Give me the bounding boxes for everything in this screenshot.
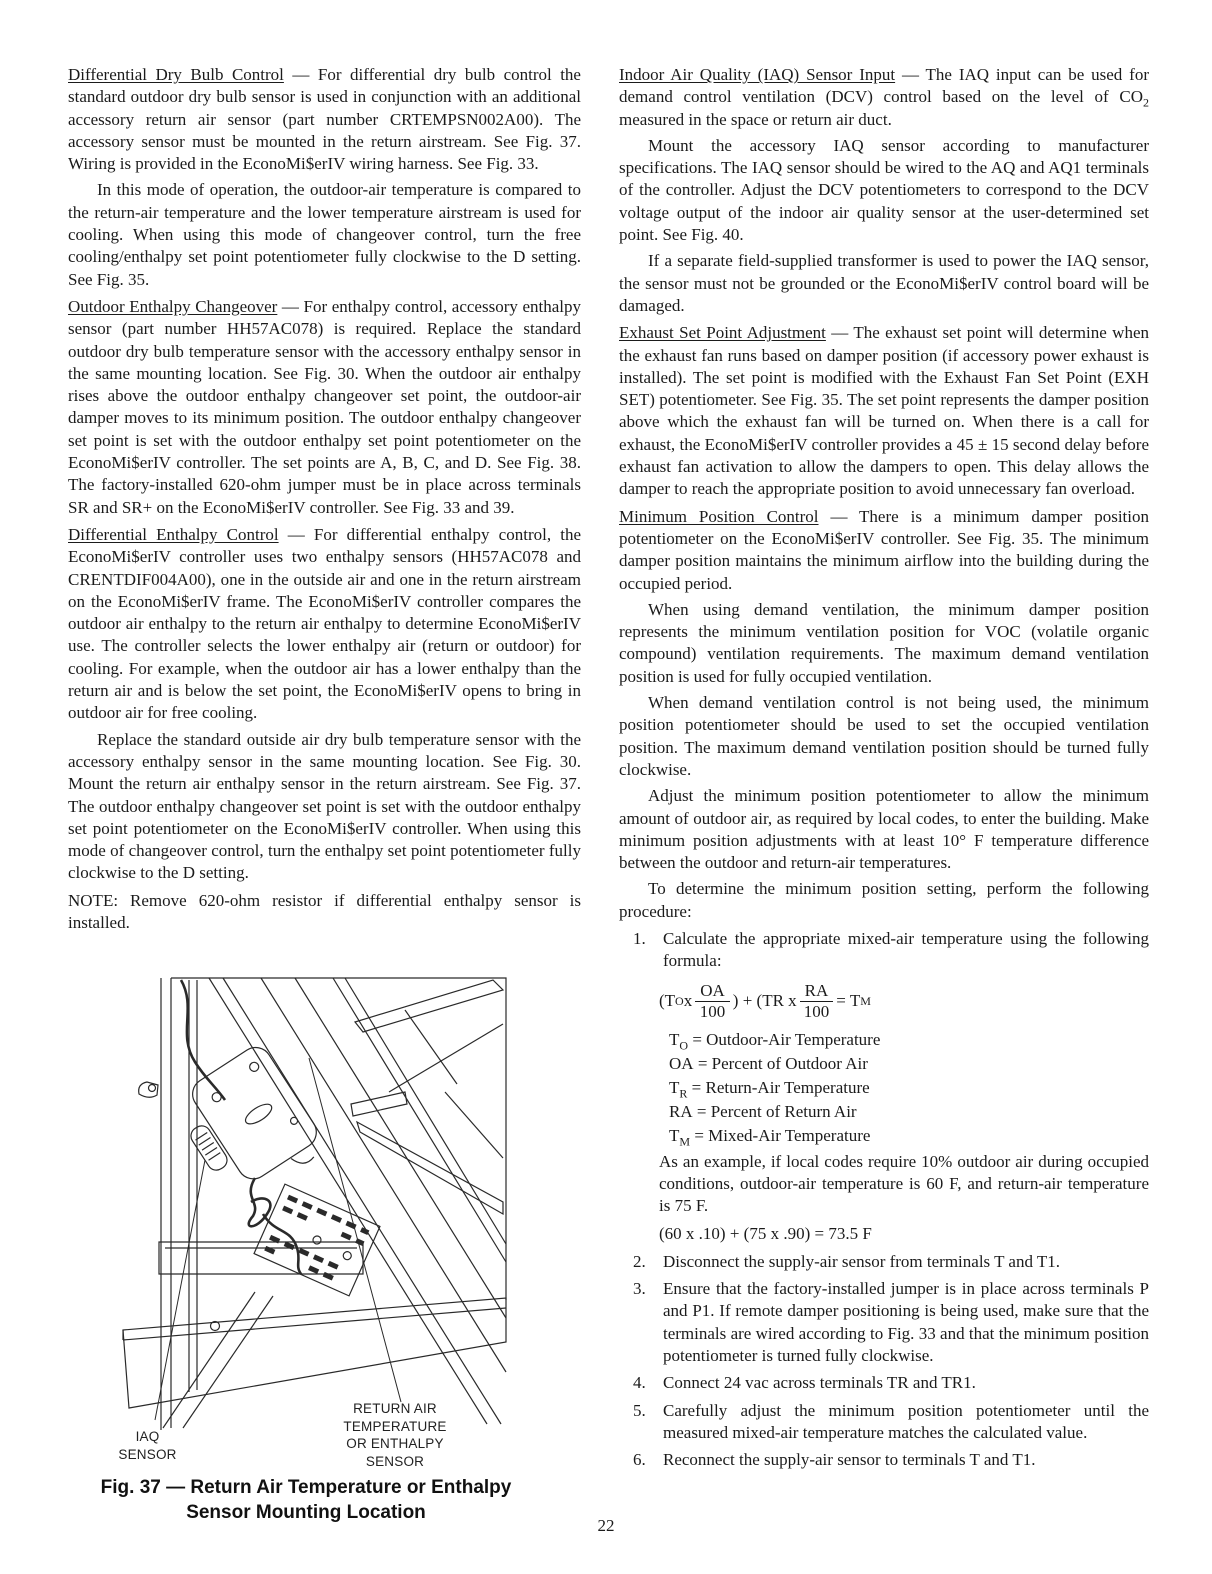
sensor-cable [181, 980, 301, 1274]
paragraph-mount-iaq-sensor: Mount the accessory IAQ sensor according to manufacturer specifications. The IAQ sensor should be wired to the AQ and AQ1 terminals of the controller. Adjust the DCV potentiometers to correspond to the DCV voltage output of the indoor air quality sensor at the user-determined set point. See Fig. 40. [619, 135, 1149, 245]
section-iaq-sensor-input [619, 64, 1149, 131]
section-exhaust-set-point [619, 322, 1149, 500]
page-number: 22 [597, 1516, 615, 1535]
note-620-ohm: NOTE: Remove 620-ohm resistor if differential enthalpy sensor is installed. [68, 890, 581, 932]
label-line: TEMPERATURE [343, 1418, 447, 1434]
step-text: Carefully adjust the minimum position potentiometer until the measured mixed-air temperature matches the calculated value. [663, 1400, 1149, 1442]
step-4 [633, 1372, 1149, 1394]
section-body: — The exhaust set point will determine when the exhaust fan runs based on damper position (if accessory power exhaust is installed). The set point is modified with the Exhaust Fan Set Point (EXH SET) potentiometer. See Fig. 35. The set point represents the damper position above which the exhaust fan will be turned on. When there is a call for exhaust, the EconoMi$erIV controller provides a 45 ± 15 second delay before exhaust fan activation to allow the dampers to open. This delay allows the damper to reach the appropriate position to avoid unnecessary fan overload. [619, 323, 1149, 499]
left-column [68, 64, 581, 938]
section-heading: Exhaust Set Point Adjustment [619, 323, 826, 343]
section-body: — The IAQ input can be used for demand control ventilation (DCV) control based on the level of CO [619, 65, 1149, 107]
section-heading: Differential Dry Bulb Control [68, 65, 284, 84]
section-heading: Outdoor Enthalpy Changeover [68, 296, 278, 316]
section-outdoor-enthalpy-changeover [68, 296, 581, 519]
paragraph-replace-sensor: Replace the standard outside air dry bulb temperature sensor with the accessory enthalpy sensor in the same mounting location. See Fig. 30. Mount the return air enthalpy sensor in the return airstream. See Fig. 37. The outdoor enthalpy changeover set point is set with the outdoor enthalpy set point potentiometer on the EconoMi$erIV controller. When using this mode of changeover control, turn the enthalpy set point potentiometer fully clockwise to the D setting. [68, 729, 581, 883]
paragraph-demand-ventilation: When using demand ventilation, the minimum damper position represents the minimum ventilation position for VOC (volatile organic compound) ventilation requirements. The maximum demand ventilation position is used for fully occupied ventilation. [619, 599, 1149, 686]
step-number: 6. [633, 1450, 646, 1470]
definition-ra: RA = Percent of Return Air [669, 1102, 857, 1122]
section-differential-enthalpy-control [68, 524, 581, 725]
paragraph-no-demand-ventilation: When demand ventilation control is not being used, the minimum position potentiometer should be used to set the occupied ventilation position. The maximum demand ventilation position should be turned fully clockwise. [619, 693, 1149, 779]
co2-subscript: 2 [1143, 95, 1149, 110]
step-2 [633, 1251, 1149, 1273]
return-air-sensor-label [315, 1400, 475, 1470]
step-3 [633, 1278, 1149, 1367]
label-line: RETURN AIR [353, 1401, 437, 1416]
definition-to: $T_O$ = Outdoor-Air Temperature [669, 1029, 881, 1052]
fraction-ra-100 [800, 981, 834, 1022]
section-heading: Differential Enthalpy Control [68, 524, 279, 544]
unit-base [123, 1298, 506, 1408]
right-column [619, 64, 1149, 1471]
step-text: Reconnect the supply-air sensor to terminals T and T1. [663, 1450, 1036, 1470]
return-air-sensor-diagram [100, 962, 580, 1462]
return-air-sensor [187, 1041, 330, 1196]
fraction-numerator: OA [695, 981, 730, 1002]
definition-tm: $T_M$ = Mixed-Air Temperature [669, 1126, 871, 1149]
definition-oa: OA = Percent of Outdoor Air [669, 1053, 868, 1073]
formula-part: ) + (TR x [732, 990, 797, 1010]
return-sensor-leader-line [309, 1058, 401, 1402]
step-text: Connect 24 vac across terminals TR and TR1. [663, 1373, 976, 1393]
formula-part: x [683, 990, 693, 1010]
section-body: — For differential dry bulb control the standard outdoor dry bulb sensor is used in conjunction with an additional accessory return air sensor (part number CRTEMPSN002A00). The accessory sensor must be mounted in the return airstream. See Fig. 37. Wiring is provided in the EconoMi$erIV wiring harness. See Fig. 33. [68, 65, 581, 174]
step-text: Disconnect the supply-air sensor from terminals T and T1. [663, 1251, 1061, 1271]
caption-line: Fig. 37 — Return Air Temperature or Enthalpy [100, 1477, 512, 1498]
section-heading: Minimum Position Control [619, 506, 819, 526]
iaq-sensor-label [100, 1428, 195, 1463]
terminal-board [254, 1184, 380, 1296]
step-number: 4. [633, 1373, 646, 1393]
section-body: measured in the space or return air duct. [619, 109, 892, 129]
paragraph-dry-bulb-operation: In this mode of operation, the outdoor-air temperature is compared to the return-air temperature and the lower temperature airstream is used for cooling. When using this mode of changeover control, turn the free cooling/enthalpy set point potentiometer fully clockwise to the D setting. See Fig. 35. [68, 180, 581, 289]
fraction-denominator: 100 [803, 1001, 830, 1021]
step-text: Calculate the appropriate mixed-air temperature using the following formula: [663, 928, 1149, 971]
caption-line: Sensor Mounting Location [186, 1502, 426, 1523]
label-line: SENSOR [118, 1446, 177, 1462]
fraction-oa-100 [695, 981, 730, 1022]
step-number: 5. [633, 1400, 646, 1420]
figure-37 [100, 962, 580, 1547]
section-body: — For enthalpy control, accessory enthalpy sensor (part number HH57AC078) is required. Replace the standard outdoor dry bulb temperature sensor with the accessory enthalpy sensor in the same mounting location. See Fig. 30. When the outdoor air enthalpy rises above the outdoor enthalpy changeover set point, the outdoor-air damper moves to its minimum position. The outdoor enthalpy changeover set point is set with the outdoor enthalpy set point potentiometer on the EconoMi$erIV controller. The set points are A, B, C, and D. See Fig. 38. The factory-installed 620-ohm jumper must be in place across terminals SR and SR+ on the EconoMi$erIV controller. See Fig. 33 and 39. [68, 296, 581, 517]
paragraph-transformer-warning: If a separate field-supplied transformer is used to power the IAQ sensor, the sensor must not be grounded or the EconoMi$erIV control board will be damaged. [619, 251, 1149, 315]
section-heading: Indoor Air Quality (IAQ) Sensor Input [619, 65, 896, 84]
paragraph-adjust-minimum-position: Adjust the minimum position potentiometer to allow the minimum amount of outdoor air, as required by local codes, to enter the building. Make minimum position adjustments with at least 10° F temperature difference between the outdoor and return-air temperatures. [619, 786, 1149, 873]
definition-tr: $T_R$ = Return-Air Temperature [669, 1077, 870, 1101]
step-5 [633, 1400, 1149, 1445]
example-equation: (60 x .10) + (75 x .90) = 73.5 F [659, 1224, 872, 1244]
frame-outline [171, 978, 506, 1300]
example-paragraph: As an example, if local codes require 10% outdoor air during occupied conditions, outdoor-air temperature is 60 F, and return-air temperature is 75 F. [659, 1151, 1149, 1216]
formula-part: = T [836, 990, 861, 1010]
fraction-numerator: RA [800, 981, 834, 1002]
label-line: OR ENTHALPY [346, 1436, 444, 1451]
fraction-denominator: 100 [699, 1001, 726, 1021]
section-minimum-position-control [619, 506, 1149, 595]
formula-part: (T [659, 990, 676, 1010]
label-line: IAQ [135, 1429, 160, 1444]
step-6 [633, 1449, 1149, 1471]
step-text: Ensure that the factory-installed jumper is in place across terminals P and P1. If remote damper positioning is being used, make sure that the terminals are wired according to Fig. 33 and that the minimum position potentiometer is turned fully clockwise. [663, 1279, 1149, 1365]
section-body: — There is a minimum damper position potentiometer on the EconoMi$erIV controller. See Fig. 35. The minimum damper position maintains the minimum airflow into the building during the occupied period. [619, 506, 1150, 593]
section-differential-dry-bulb [68, 64, 581, 175]
step-number: 1. [633, 928, 646, 948]
formula-definitions [669, 1028, 1149, 1149]
label-line: SENSOR [365, 1453, 425, 1469]
section-body: — For differential enthalpy control, the EconoMi$erIV controller uses two enthalpy sensors (HH57AC078 and CRENTDIF004A00), one in the outside air and one in the return airstream on the EconoMi$erIV frame. The EconoMi$erIV controller compares the outdoor air enthalpy to the return air enthalpy to determine EconoMi$erIV use. The controller selects the lower enthalpy air (return or outdoor) for cooling. For example, when the outdoor air has a lower enthalpy than the return air and is below the set point, the EconoMi$erIV opens to bring in outdoor air for free cooling. [68, 524, 581, 723]
paragraph-procedure-intro: To determine the minimum position setting, perform the following procedure: [619, 879, 1149, 921]
mixed-air-formula: (T O x $\frac{OA}{100}$ ) + (TR x $\frac{RA}{100}$ = T M [659, 980, 871, 1021]
step-number: 3. [633, 1279, 646, 1299]
step-1 [633, 928, 1149, 973]
step-number: 2. [633, 1251, 646, 1271]
